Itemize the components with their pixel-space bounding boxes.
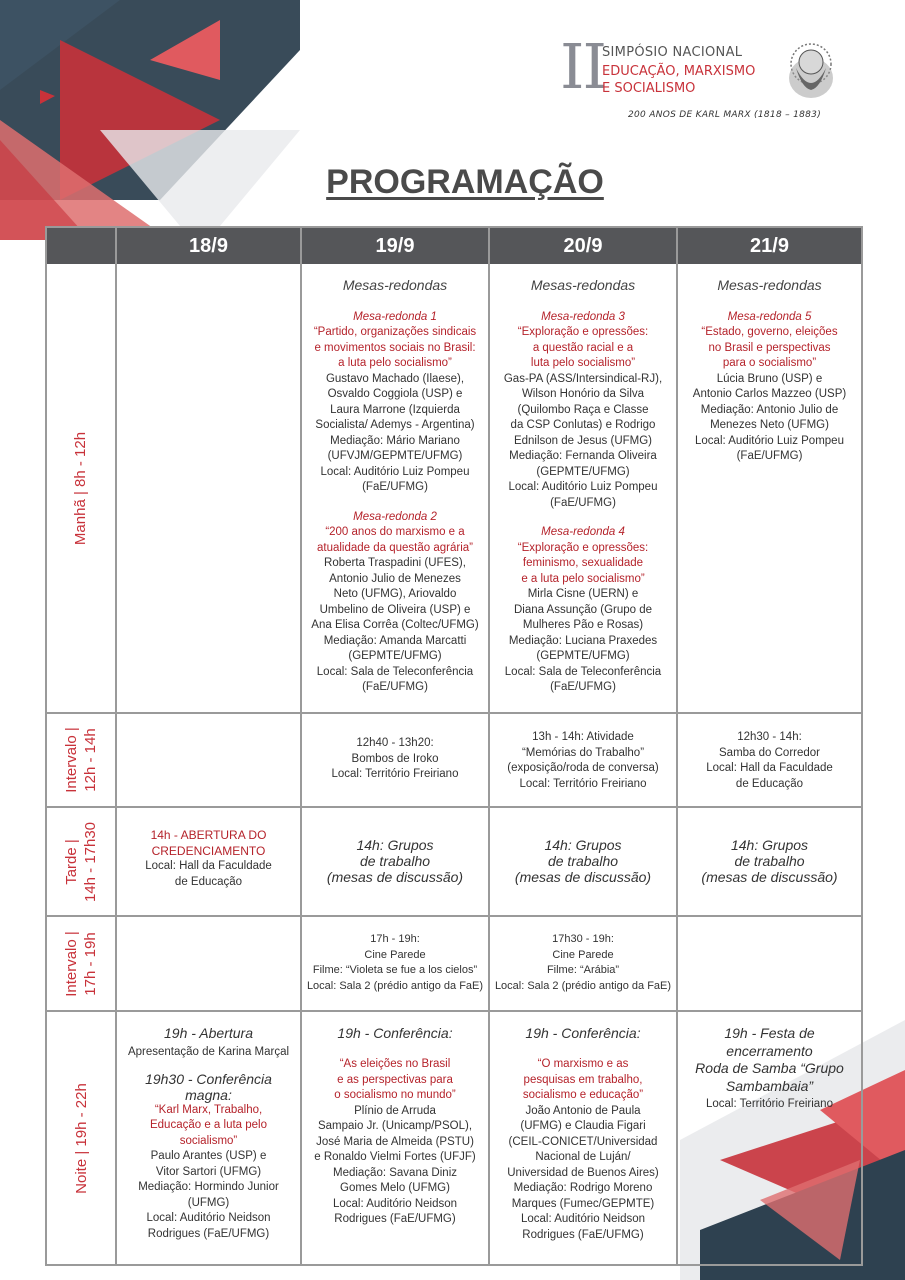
manha-21-cell: Mesas-redondas Mesa-redonda 5 “Estado, governo, eleições no Brasil e perspectivas para o socialismo” Lúcia Bruno (USP) e Antonio Carlos Mazzeo (USP) Mediação: Antonio Julio de Menezes Neto (UFMG) Local: Auditório Luiz Pompeu (FaE/UFMG) bbox=[678, 278, 861, 465]
tarde-18-cell: 14h - ABERTURA DO CREDENCIAMENTO Local: Hall da Faculdade de Educação bbox=[145, 828, 272, 888]
section-heading: Mesas-redondas bbox=[717, 277, 822, 293]
logo-roman-numeral: II bbox=[560, 30, 605, 103]
session-title: Mesa-redonda 5 bbox=[727, 310, 812, 323]
day-header-18: 18/9 bbox=[117, 228, 300, 264]
manha-20-cell: Mesas-redondas Mesa-redonda 3 “Exploração e opressões: a questão racial e a luta pelo socialismo” Gas-PA (ASS/Intersindical-RJ), Wilson Honório da Silva (Quilombo Raça e Classe da CSP Conlutas) e Rodrigo Ednilson de Jesus (UFMG) Mediação: Fernanda Oliveira (GEPMTE/UFMG) Local: Auditório Luiz Pompeu (FaE/UFMG) Mesa-redonda 4 “Exploração e opressões: feminismo, sexualidade e a luta pelo socialismo” Mirla Cisne (UERN) e Diana Assunção (Grupo de Mulheres Pão e Rosas) Mediação: Luciana Praxedes (GEPMTE/UFMG) Local: Sala de Teleconferência (FaE/UFMG) bbox=[490, 278, 676, 696]
day-header-21: 21/9 bbox=[678, 228, 861, 264]
noite-20-cell: 19h - Conferência: “O marxismo e as pesquisas em trabalho, socialismo e educação” João Antonio de Paula (UFMG) e Claudia Figari (CEIL-CONICET/Universidad Nacional de Luján/ Universidad de Buenos Aires) Mediação: Rodrigo Moreno Marques (Fumec/GEPMTE) Local: Auditório Neidson Rodrigues (FaE/UFMG) bbox=[507, 1025, 659, 1241]
intervalo1-19-cell: 12h40 - 13h20: Bombos de Iroko Local: Território Freiriano bbox=[331, 737, 459, 780]
section-heading: Mesas-redondas bbox=[342, 277, 448, 293]
logo-line-3: E SOCIALISMO bbox=[602, 81, 696, 96]
intervalo2-20-cell: 17h30 - 19h: Cine Parede Filme: “Arábia” Local: Sala 2 (prédio antigo da FaE) bbox=[494, 933, 672, 992]
session-title: Mesa-redonda 4 bbox=[541, 526, 625, 538]
noite-21-cell: 19h - Festa de encerramento Roda de Samba “Grupo Sambambaia” Local: Território Freiriano bbox=[695, 1025, 844, 1110]
row-label-noite: Noite | 19h - 22h bbox=[72, 1082, 90, 1194]
day-header-19: 19/9 bbox=[302, 228, 488, 264]
section-heading: Mesas-redondas bbox=[530, 277, 636, 293]
intervalo2-19-cell: 17h - 19h: Cine Parede Filme: “Violeta se fue a los cielos” Local: Sala 2 (prédio antigo da FaE) bbox=[306, 933, 484, 992]
row-label-intervalo-1: Intervalo | 12h - 14h bbox=[62, 727, 99, 793]
tarde-19-cell: 14h: Grupos de trabalho (mesas de discussão) bbox=[326, 837, 464, 885]
logo-subtitle: 200 ANOS DE KARL MARX (1818 – 1883) bbox=[628, 110, 822, 120]
noite-19-cell: 19h - Conferência: “As eleições no Brasil e as perspectivas para o socialismo no mundo” Plínio de Arruda Sampaio Jr. (Unicamp/PSOL), José Maria de Almeida (PSTU) e Ronaldo Vielmi Fortes (UFJF) Mediação: Savana Diniz Gomes Melo (UFMG) Local: Auditório Neidson Rodrigues (FaE/UFMG) bbox=[314, 1025, 476, 1225]
tarde-21-cell: 14h: Grupos de trabalho (mesas de discussão) bbox=[701, 837, 838, 885]
row-label-intervalo-2: Intervalo | 17h - 19h bbox=[62, 930, 99, 997]
header-corner bbox=[47, 228, 117, 264]
schedule-table bbox=[45, 226, 863, 1266]
logo-line-1: SIMPÓSIO NACIONAL bbox=[602, 45, 743, 60]
karl-marx-portrait-icon bbox=[780, 38, 842, 102]
intervalo1-20-cell: 13h - 14h: Atividade “Memórias do Trabalho” (exposição/roda de conversa) Local: Território Freiriano bbox=[507, 731, 659, 790]
manha-19-cell: Mesas-redondas Mesa-redonda 1 “Partido, organizações sindicais e movimentos sociais no Brasil: a luta pelo socialismo” Gustavo Machado (Ilaese), Osvaldo Coggiola (USP) e Laura Marrone (Izquierda Socialista/ Ademys - Argentina) Mediação: Mário Mariano (UFVJM/GEPMTE/UFMG) Local: Auditório Luiz Pompeu (FaE/UFMG) Mesa-redonda 2 “200 anos do marxismo e a atualidade da questão agrária” Roberta Traspadini (UFES), Antonio Julio de Menezes Neto (UFMG), Ariovaldo Umbelino de Oliveira (USP) e Ana Elisa Corrêa (Coltec/UFMG) Mediação: Amanda Marcatti (GEPMTE/UFMG) Local: Sala de Teleconferência (FaE/UFMG) bbox=[302, 278, 488, 696]
day-header-20: 20/9 bbox=[490, 228, 676, 264]
noite-18-cell: 19h - Abertura Apresentação de Karina Marçal 19h30 - Conferência magna: “Karl Marx, Trabalho, Educação e a luta pelo socialismo” Paulo Arantes (USP) e Vitor Sartori (UFMG) Mediação: Hormindo Junior (UFMG) Local: Auditório Neidson Rodrigues (FaE/UFMG) bbox=[127, 1025, 290, 1240]
session-title: Mesa-redonda 1 bbox=[353, 310, 437, 323]
tarde-20-cell: 14h: Grupos de trabalho (mesas de discussão) bbox=[514, 837, 652, 885]
row-label-manha: Manhã | 8h - 12h bbox=[72, 431, 90, 545]
event-logo bbox=[560, 30, 860, 126]
intervalo1-21-cell: 12h30 - 14h: Samba do Corredor Local: Hall da Faculdade de Educação bbox=[706, 731, 833, 790]
row-label-tarde: Tarde | 14h - 17h30 bbox=[63, 821, 100, 902]
session-title: Mesa-redonda 3 bbox=[541, 310, 625, 323]
session-title: Mesa-redonda 2 bbox=[353, 510, 437, 523]
page-title: PROGRAMAÇÃO bbox=[326, 163, 604, 201]
logo-line-2: EDUCAÇÃO, MARXISMO bbox=[602, 64, 756, 79]
